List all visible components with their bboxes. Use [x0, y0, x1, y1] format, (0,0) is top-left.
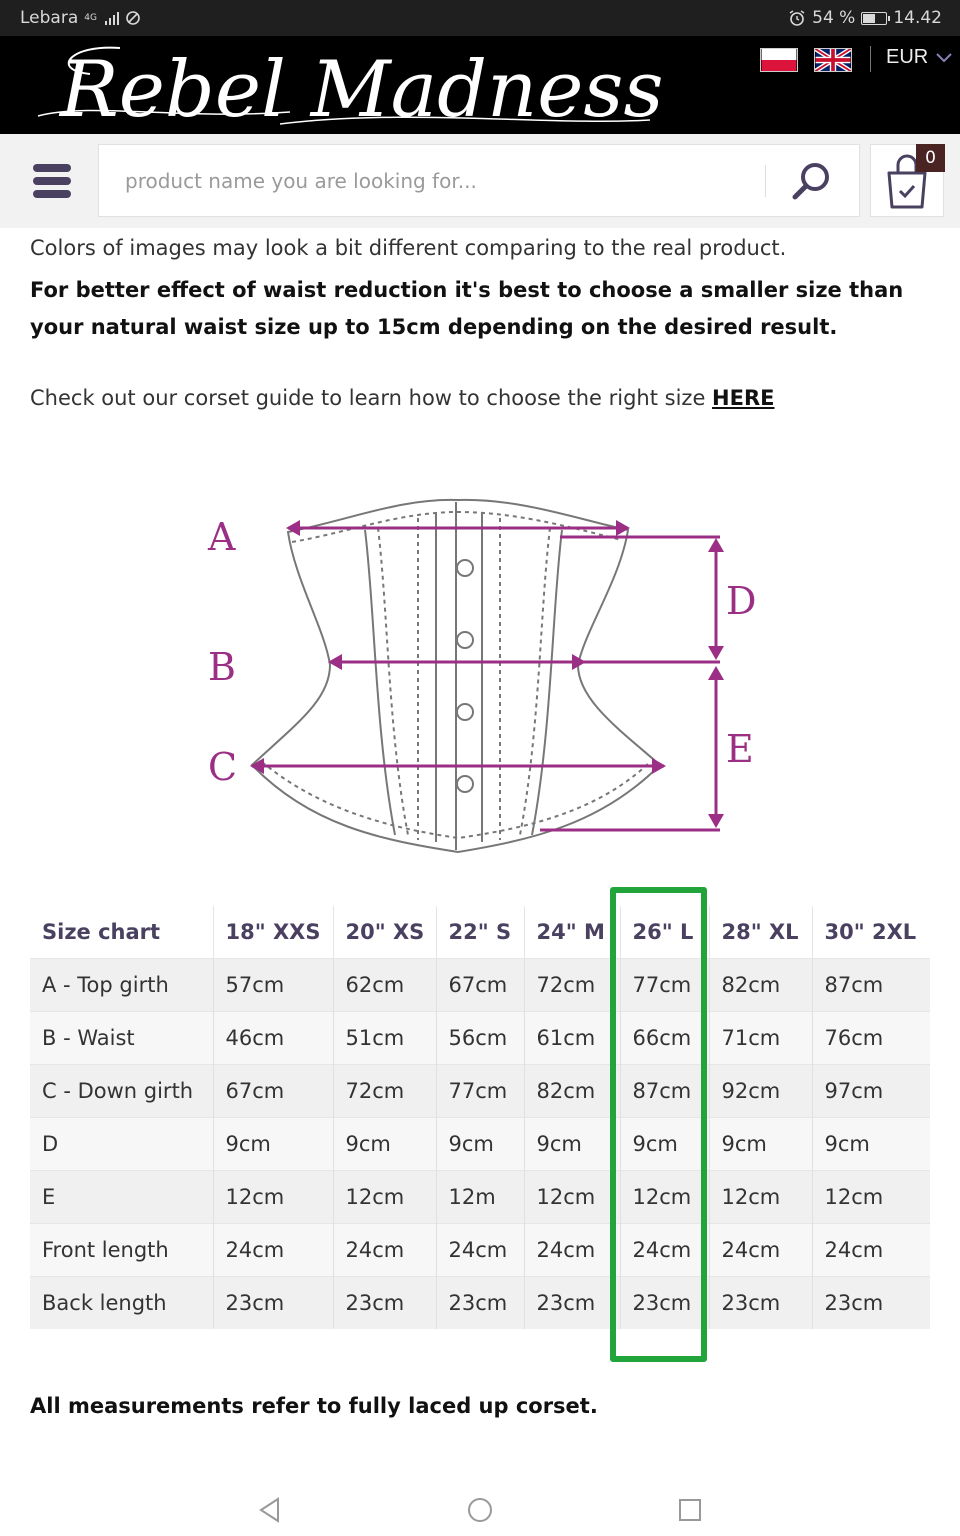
currency-selector[interactable] — [886, 46, 952, 69]
size-cell: 23cm — [333, 1276, 436, 1329]
alarm-icon — [788, 9, 806, 27]
size-cell: 46cm — [213, 1011, 333, 1064]
size-cell: 9cm — [436, 1117, 524, 1170]
size-cell: 92cm — [709, 1064, 812, 1117]
size-cell: 67cm — [436, 958, 524, 1011]
row-label: B - Waist — [30, 1011, 213, 1064]
size-cell: 23cm — [812, 1276, 930, 1329]
size-cell: 71cm — [709, 1011, 812, 1064]
size-cell: 77cm — [436, 1064, 524, 1117]
size-cell: 9cm — [333, 1117, 436, 1170]
row-label: Back length — [30, 1276, 213, 1329]
size-cell: 9cm — [524, 1117, 620, 1170]
table-row — [30, 1064, 930, 1117]
recents-icon[interactable] — [676, 1496, 704, 1524]
size-cell: 82cm — [524, 1064, 620, 1117]
size-cell: 66cm — [620, 1011, 709, 1064]
menu-icon[interactable] — [33, 164, 71, 200]
row-label: C - Down girth — [30, 1064, 213, 1117]
size-cell: 72cm — [524, 958, 620, 1011]
size-cell: 23cm — [620, 1276, 709, 1329]
home-icon[interactable] — [466, 1496, 494, 1524]
label-b: B — [208, 645, 236, 689]
polish-flag-icon[interactable] — [760, 48, 798, 72]
divider — [870, 46, 871, 72]
table-header-row — [30, 906, 930, 958]
row-label: D — [30, 1117, 213, 1170]
row-label: E — [30, 1170, 213, 1223]
size-guide-link[interactable]: HERE — [712, 386, 775, 410]
size-cell: 23cm — [524, 1276, 620, 1329]
size-cell: 12cm — [524, 1170, 620, 1223]
size-cell: 77cm — [620, 958, 709, 1011]
search-bar — [0, 134, 960, 228]
size-cell: 12cm — [620, 1170, 709, 1223]
row-label: Front length — [30, 1223, 213, 1276]
column-header: 24" M — [524, 906, 620, 958]
size-cell: 12cm — [213, 1170, 333, 1223]
search-icon[interactable] — [789, 159, 835, 203]
size-cell: 24cm — [620, 1223, 709, 1276]
size-cell: 12cm — [709, 1170, 812, 1223]
signal-icon — [105, 11, 119, 25]
size-cell: 23cm — [213, 1276, 333, 1329]
cart-count-badge: 0 — [916, 144, 945, 172]
size-cell: 87cm — [812, 958, 930, 1011]
size-cell: 24cm — [333, 1223, 436, 1276]
size-cell: 67cm — [213, 1064, 333, 1117]
size-cell: 24cm — [524, 1223, 620, 1276]
size-cell: 82cm — [709, 958, 812, 1011]
column-header: 18" XXS — [213, 906, 333, 958]
table-row — [30, 1117, 930, 1170]
carrier-name: Lebara — [20, 8, 79, 28]
table-row — [30, 1011, 930, 1064]
size-cell: 57cm — [213, 958, 333, 1011]
table-row — [30, 1223, 930, 1276]
column-header: 20" XS — [333, 906, 436, 958]
divider — [765, 165, 766, 197]
size-cell: 9cm — [213, 1117, 333, 1170]
size-cell: 76cm — [812, 1011, 930, 1064]
label-a: A — [208, 515, 236, 559]
size-cell: 24cm — [436, 1223, 524, 1276]
size-cell: 56cm — [436, 1011, 524, 1064]
site-header — [0, 36, 960, 134]
size-guide-text — [30, 386, 774, 410]
size-cell: 9cm — [812, 1117, 930, 1170]
size-cell: 51cm — [333, 1011, 436, 1064]
size-cell: 24cm — [812, 1223, 930, 1276]
size-cell: 12m — [436, 1170, 524, 1223]
logo-text: Rebel Madness — [60, 45, 664, 134]
size-cell: 97cm — [812, 1064, 930, 1117]
chevron-down-icon — [936, 53, 952, 63]
column-header: 22" S — [436, 906, 524, 958]
guide-text: Check out our corset guide to learn how to choose the right size — [30, 386, 713, 410]
size-cell: 61cm — [524, 1011, 620, 1064]
size-chart-body — [30, 958, 930, 1329]
system-nav-bar — [0, 1482, 960, 1536]
size-cell: 87cm — [620, 1064, 709, 1117]
size-chart-table — [30, 906, 930, 1329]
size-cell: 9cm — [709, 1117, 812, 1170]
battery-icon — [861, 12, 887, 25]
size-cell: 23cm — [709, 1276, 812, 1329]
uk-flag-icon[interactable] — [814, 48, 852, 72]
size-cell: 24cm — [709, 1223, 812, 1276]
size-cell: 23cm — [436, 1276, 524, 1329]
search-box — [98, 144, 860, 217]
size-cell: 62cm — [333, 958, 436, 1011]
network-type: 4G — [84, 13, 97, 23]
column-header: 26" L — [620, 906, 709, 958]
status-bar — [0, 0, 960, 36]
table-row — [30, 958, 930, 1011]
column-header: Size chart — [30, 906, 213, 958]
column-header: 28" XL — [709, 906, 812, 958]
label-c: C — [208, 745, 238, 789]
size-cell: 12cm — [333, 1170, 436, 1223]
table-row — [30, 1170, 930, 1223]
size-cell: 72cm — [333, 1064, 436, 1117]
brand-logo[interactable] — [30, 36, 670, 134]
column-header: 30" 2XL — [812, 906, 930, 958]
search-input[interactable] — [125, 165, 745, 197]
label-d: D — [726, 579, 757, 623]
clock: 14.42 — [893, 8, 942, 28]
battery-percent: 54 % — [812, 8, 856, 28]
corset-measurement-diagram — [200, 490, 780, 870]
measurements-footnote: All measurements refer to fully laced up corset. — [30, 1394, 598, 1418]
size-cell: 12cm — [812, 1170, 930, 1223]
highlighted-size-column — [610, 887, 707, 1362]
size-cell: 24cm — [213, 1223, 333, 1276]
table-row — [30, 1276, 930, 1329]
waist-note: For better effect of waist reduction it's best to choose a smaller size than your natural waist size up to 15cm depending on the desired result. — [30, 278, 904, 339]
size-cell: 9cm — [620, 1117, 709, 1170]
row-label: A - Top girth — [30, 958, 213, 1011]
label-e: E — [726, 727, 754, 771]
colors-note: Colors of images may look a bit different comparing to the real product. — [30, 236, 787, 260]
currency-label: EUR — [886, 46, 929, 68]
blocked-icon — [125, 10, 141, 26]
back-icon[interactable] — [256, 1496, 284, 1524]
